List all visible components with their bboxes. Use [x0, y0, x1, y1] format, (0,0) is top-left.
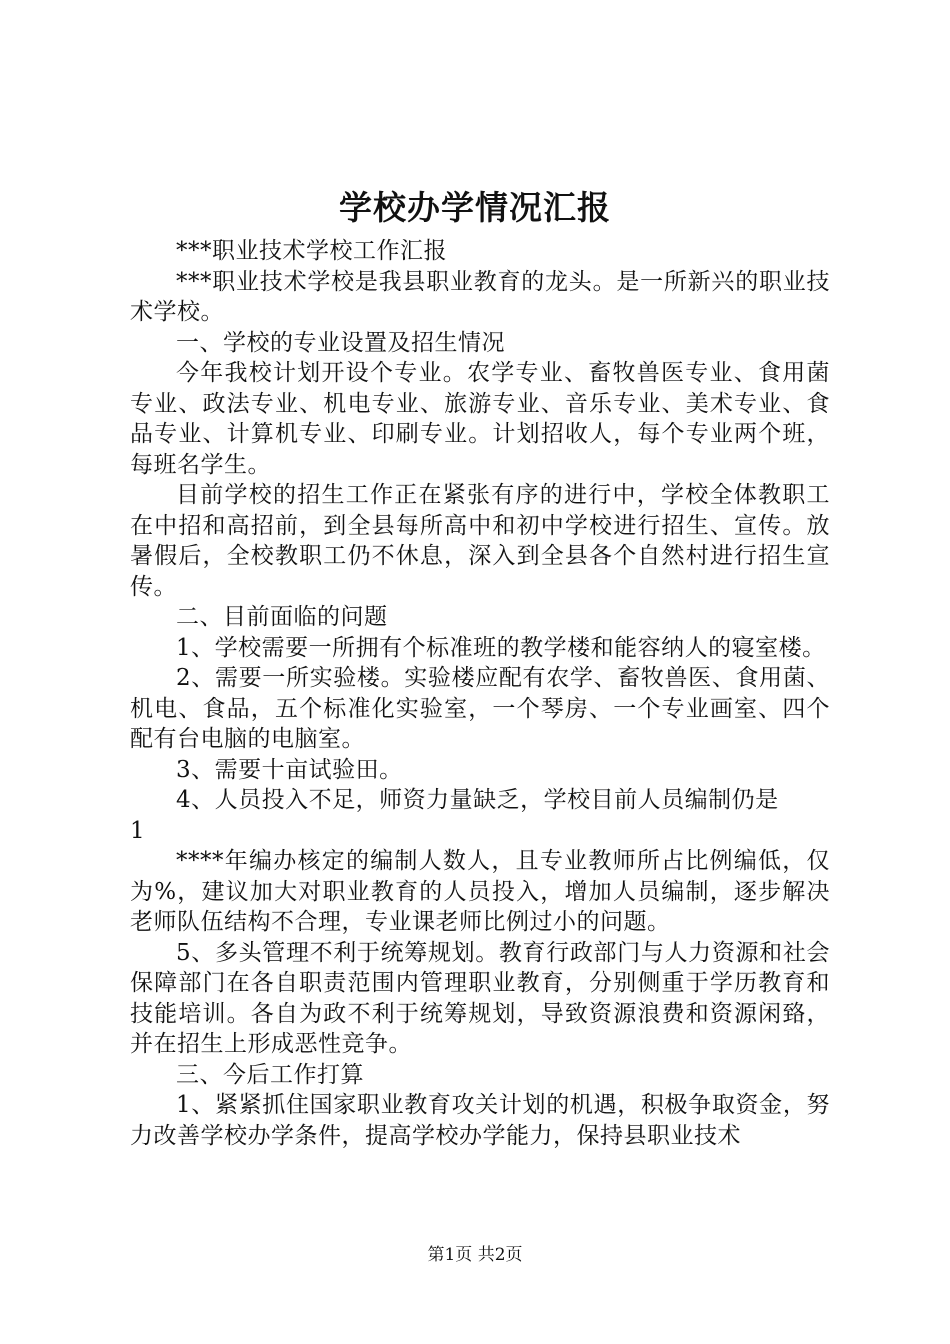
- document-body: [130, 236, 830, 1151]
- problem-item-4: 4、人员投入不足，师资力量缺乏，学校目前人员编制仍是: [176, 787, 779, 813]
- section-heading-2: 二、目前面临的问题: [176, 604, 388, 630]
- problem-item-5: 5、多头管理不利于统筹规划。教育行政部门与人力资源和社会保障部门在各自职责范围内管理职业教育，分别侧重于学历教育和技能培训。各自为政不利于统筹规划，导致资源浪费和资源闲臵，并在招生上形成恶性竞争。: [130, 939, 830, 1057]
- paragraph-enrollment: 目前学校的招生工作正在紧张有序的进行中，学校全体教职工在中招和高招前，到全县每所高中和初中学校进行招生、宣传。放暑假后，全校教职工仍不休息，深入到全县各个自然村进行招生宣传。: [130, 482, 830, 600]
- section-heading-3: 三、今后工作打算: [176, 1061, 364, 1088]
- paragraph-intro: ***职业技术学校是我县职业教育的龙头。是一所新兴的职业技术学校。: [130, 268, 830, 325]
- plan-item-1: 1、紧紧抓住国家职业教育攻关计划的机遇，积极争取资金，努力改善学校办学条件，提高学校办学能力，保持县职业技术: [130, 1092, 830, 1149]
- document-title: 学校办学情况汇报: [339, 188, 611, 227]
- stray-number: 1: [130, 817, 146, 844]
- section-heading-1: 一、学校的专业设置及招生情况: [176, 329, 505, 356]
- paragraph-majors: 今年我校计划开设个专业。农学专业、畜牧兽医专业、食用菌专业、政法专业、机电专业、旅游专业、音乐专业、美术专业、食品专业、计算机专业、印刷专业。计划招收人，每个专业两个班，每班名学生。: [130, 360, 830, 478]
- problem-item-2: 2、需要一所实验楼。实验楼应配有农学、畜牧兽医、食用菌、机电、食品，五个标准化实验室，一个琴房、一个专业画室、四个配有台电脑的电脑室。: [130, 665, 830, 752]
- problem-item-1: 1、学校需要一所拥有个标准班的教学楼和能容纳人的寝室楼。: [176, 634, 826, 661]
- paragraph-report-heading: ***职业技术学校工作汇报: [176, 238, 447, 264]
- page-footer: 第1页 共2页: [427, 1245, 523, 1265]
- problem-item-4-continued: ****年编办核定的编制人数人，且专业教师所占比例编低，仅为%，建议加大对职业教育的人员投入，增加人员编制，逐步解决老师队伍结构不合理，专业课老师比例过小的问题。: [130, 848, 830, 935]
- problem-item-3: 3、需要十亩试验田。: [176, 756, 403, 783]
